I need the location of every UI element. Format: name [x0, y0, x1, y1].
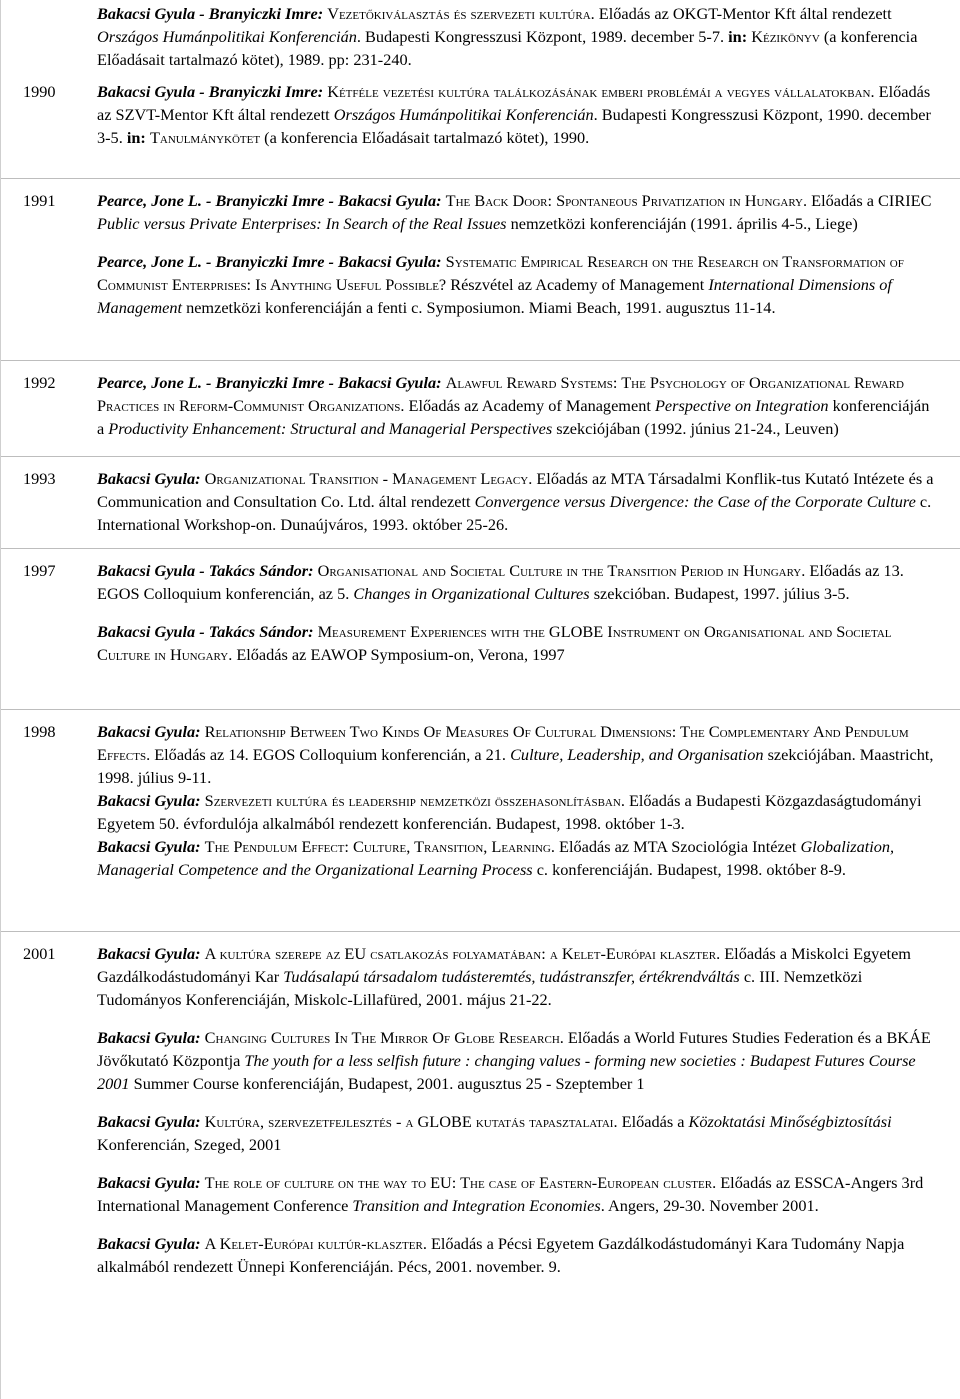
entry-body [97, 189, 935, 319]
entry-authors: Pearce, Jone L. - Branyiczki Imre - Bakacsi Gyula: [97, 373, 442, 392]
entry-venue: Országos Humánpolitikai Konferencián [333, 105, 594, 124]
entry-text: szekciójában. Maastricht, 1998. július 9-11. [97, 745, 934, 787]
entry-title: Systematic Empirical Research on the Research on Transformation of Communist Enterprises: Is Anything Useful Possible? [97, 252, 904, 294]
entry-authors: Pearce, Jone L. - Branyiczki Imre - Bakacsi Gyula: [97, 252, 442, 271]
entry-year: 1997 [23, 561, 56, 580]
entry-authors: Bakacsi Gyula - Branyiczki Imre: [97, 82, 324, 101]
entry-authors: Bakacsi Gyula - Branyiczki Imre: [97, 4, 324, 23]
entry-venue: Tudásalapú társadalom tudásteremtés, tudástranszfer, értékrendváltás [283, 967, 740, 986]
entry-authors: Bakacsi Gyula: [97, 1028, 201, 1047]
entry-venue: Productivity Enhancement: Structural and Managerial Perspectives [108, 419, 553, 438]
entry-title: A kultúra szerepe az EU csatlakozás folyamatában: a Kelet-Európai klaszter [204, 944, 717, 963]
entry-text: . Előadás az EAWOP Symposium-on, Verona, 1997 [228, 645, 565, 664]
entry-text: szekciójában (1992. június 21-24., Leuven) [552, 419, 839, 438]
entry-text: . Előadás az SZVT-Mentor Kft által rendezett [97, 82, 931, 124]
entry-text: . Előadás a [613, 1112, 689, 1131]
entry-year: 1992 [23, 373, 56, 392]
publication-entry [97, 1171, 935, 1217]
entry-authors: Bakacsi Gyula: [97, 469, 201, 488]
publication-entry [97, 1232, 935, 1278]
entry-title: Organizational Transition - Management Legacy [204, 469, 529, 488]
section-divider [1, 360, 960, 361]
entry-text: . Előadás a CIRIEC [803, 191, 932, 210]
entry-title: Measurement Experiences with the GLOBE Instrument on Organisational and Societal Culture in Hungary [97, 622, 892, 664]
entry-text: . Angers, 29-30. November 2001. [600, 1196, 819, 1215]
entry-venue: Perspective on Integration [654, 396, 829, 415]
entry-text: . Előadás a Budapesti Közgazdaságtudományi Egyetem 50. évfordulója alkalmából rendezett konferencián. Budapest, 1998. október 1-3. [97, 791, 922, 833]
entry-authors: Bakacsi Gyula: [97, 837, 201, 856]
entry-text: (a konferencia Előadásait tartalmazó kötet), 1989. pp: 231-240. [97, 27, 918, 69]
entry-authors: Bakacsi Gyula: [97, 791, 201, 810]
entry-body [97, 942, 935, 1278]
publication-entry [97, 80, 935, 149]
entry-text: . Előadás az OKGT-Mentor Kft által rendezett [590, 4, 892, 23]
publication-entry [97, 467, 935, 536]
entry-authors: Bakacsi Gyula: [97, 722, 201, 741]
publication-entry [97, 189, 935, 235]
entry-venue: The youth for a less selfish future : changing values - forming new societies : Budapest Futures Course 2001 [97, 1051, 916, 1093]
entry-year: 1991 [23, 191, 56, 210]
entry-text: . Előadás az 13. EGOS Colloquium konferencián, az 5. [97, 561, 904, 603]
entry-text: . Budapesti Kongresszusi Központ, 1989. december 5-7. [356, 27, 729, 46]
entry-authors: Bakacsi Gyula: [97, 1234, 201, 1253]
publication-entry [97, 2, 935, 71]
publication-entry [97, 1110, 935, 1156]
publication-entry [97, 1026, 935, 1095]
entry-text: . Előadás az MTA Társadalmi Konflik-tus Kutató Intézete és a Communication and Consultation Co. Ltd. által rendezett [97, 469, 934, 511]
entry-title: Relationship Between Two Kinds Of Measures Of Cultural Dimensions: The Complementary And Pendulum Effects [97, 722, 909, 764]
entry-title: Kézikönyv [751, 27, 820, 46]
entry-text: c. konferenciáján. Budapest, 1998. október 8-9. [532, 860, 846, 879]
entry-year: 1990 [23, 82, 56, 101]
entry-body [97, 467, 935, 536]
entry-title: Tanulmánykötet [149, 128, 261, 147]
entry-body [97, 80, 935, 149]
entry-title: Alawful Reward Systems: The Psychology of Organizational Reward Practices in Reform-Communist Organizations [97, 373, 904, 415]
entry-authors: Bakacsi Gyula: [97, 944, 201, 963]
section-divider [1, 456, 960, 457]
entry-text: . Előadás az ESSCA-Angers 3rd International Management Conference [97, 1173, 924, 1215]
entry-text: c. International Workshop-on. Dunaújváros, 1993. október 25-26. [97, 492, 932, 534]
entry-venue: Országos Humánpolitikai Konferencián [97, 27, 357, 46]
entry-text: c. III. Nemzetközi Tudományos Konferenciáján, Miskolc-Lillafüred, 2001. május 21-22. [97, 967, 863, 1009]
entry-venue: Changes in Organizational Cultures [353, 584, 590, 603]
entry-title: The Pendulum Effect: Culture, Transition, Learning [204, 837, 551, 856]
publication-entry [97, 250, 935, 319]
publication-entry [97, 371, 935, 440]
entry-text: . Előadás a Pécsi Egyetem Gazdálkodástudományi Kara Tudomány Napja alkalmából rendezett Ünnepi Konferenciáján. Pécs, 2001. november. 9. [97, 1234, 905, 1276]
entry-year: 2001 [23, 944, 56, 963]
entry-body [97, 371, 935, 440]
entry-text: (a konferencia Előadásait tartalmazó kötet), 1990. [260, 128, 590, 147]
publication-entry [97, 720, 935, 789]
entry-text: . Előadás a World Futures Studies Federation és a BKÁE Jövőkutató Központja [97, 1028, 931, 1070]
entry-title: The role of culture on the way to EU: The case of Eastern-European cluster [204, 1173, 713, 1192]
entry-text: szekcióban. Budapest, 1997. július 3-5. [589, 584, 850, 603]
entry-text: . Budapesti Kongresszusi Központ, 1990. december 3-5. [97, 105, 931, 147]
entry-title: The Back Door: Spontaneous Privatization in Hungary [445, 191, 804, 210]
entry-text: Részvétel az Academy of Management [446, 275, 709, 294]
entry-authors: Bakacsi Gyula: [97, 1112, 201, 1131]
entry-body [97, 720, 935, 881]
entry-venue: Közoktatási Minőségbiztosítási [688, 1112, 892, 1131]
entry-title: A Kelet-Európai kultúr-klaszter [204, 1234, 423, 1253]
publication-entry [97, 559, 935, 605]
section-divider [1, 709, 960, 710]
entry-text: konferenciáján a [97, 396, 930, 438]
entry-authors: Bakacsi Gyula - Takács Sándor: [97, 622, 314, 641]
entry-text: Konferencián, Szeged, 2001 [97, 1135, 282, 1154]
entry-venue: Public versus Private Enterprises: In Search of the Real Issues [97, 214, 507, 233]
entry-year: 1998 [23, 722, 56, 741]
publication-entry [97, 789, 935, 835]
entry-authors: Pearce, Jone L. - Branyiczki Imre - Bakacsi Gyula: [97, 191, 442, 210]
section-divider [1, 931, 960, 932]
publication-entry [97, 620, 935, 666]
entry-text: nemzetközi konferenciáján a fenti c. Symposiumon. Miami Beach, 1991. augusztus 11-14. [182, 298, 776, 317]
entry-title: Vezetőkiválasztás és szervezeti kultúra [327, 4, 591, 23]
entry-text: . Előadás az MTA Szociológia Intézet [550, 837, 801, 856]
entry-title: Kultúra, szervezetfejlesztés - a GLOBE kutatás tapasztalatai [204, 1112, 614, 1131]
section-divider [1, 548, 960, 549]
entry-title: Organisational and Societal Culture in the Transition Period in Hungary [317, 561, 802, 580]
entry-authors: Bakacsi Gyula: [97, 1173, 201, 1192]
entry-text: in: [728, 27, 748, 46]
publication-entry [97, 835, 935, 881]
entry-authors: Bakacsi Gyula - Takács Sándor: [97, 561, 314, 580]
entry-venue: International Dimensions of Management [97, 275, 892, 317]
entry-title: Szervezeti kultúra és leadership nemzetközi összehasonlításban [204, 791, 621, 810]
entry-venue: Convergence versus Divergence: the Case of the Corporate Culture [474, 492, 916, 511]
entry-text: . Előadás a Miskolci Egyetem Gazdálkodástudományi Kar [97, 944, 911, 986]
publication-entry [97, 942, 935, 1011]
entry-text: nemzetközi konferenciáján (1991. április 4-5., Liege) [506, 214, 858, 233]
entry-text: . Előadás az 14. EGOS Colloquium konferencián, a 21. [146, 745, 511, 764]
entry-title: Changing Cultures In The Mirror Of Globe Research [204, 1028, 560, 1047]
entry-text: . Előadás az Academy of Management [400, 396, 655, 415]
entry-body [97, 2, 935, 71]
entry-title: Kétféle vezetési kultúra találkozásának emberi problémái a vegyes vállalatokban [327, 82, 871, 101]
entry-text: in: [126, 128, 146, 147]
entry-text: Summer Course konferenciáján, Budapest, 2001. augusztus 25 - Szeptember 1 [129, 1074, 645, 1093]
entry-venue: Transition and Integration Economies [352, 1196, 601, 1215]
entry-venue: Globalization, Managerial Competence and the Organizational Learning Process [97, 837, 895, 879]
entry-venue: Culture, Leadership, and Organisation [510, 745, 764, 764]
section-divider [1, 178, 960, 179]
entry-body [97, 559, 935, 666]
entry-year: 1993 [23, 469, 56, 488]
